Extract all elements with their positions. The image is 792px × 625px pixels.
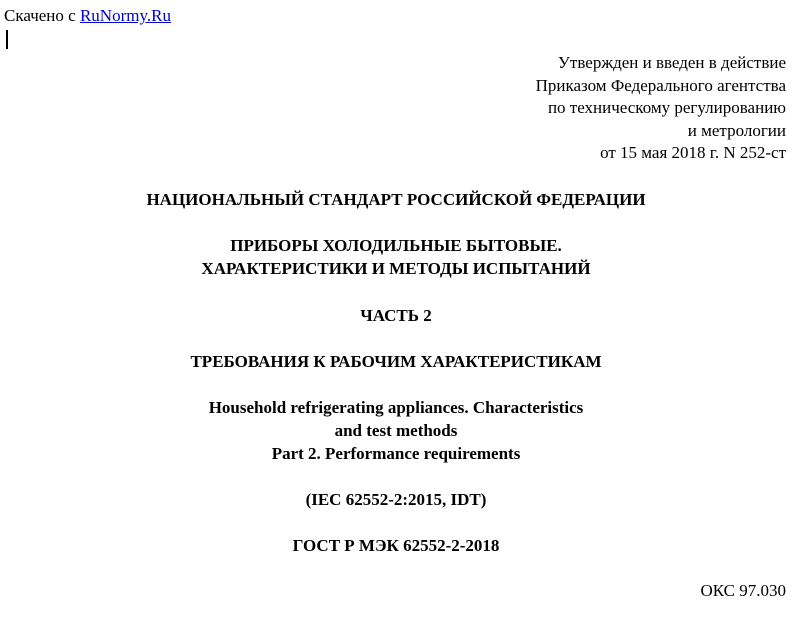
title-en-line: Household refrigerating appliances. Characteristics [208, 398, 584, 417]
title-ru-line: ХАРАКТЕРИСТИКИ И МЕТОДЫ ИСПЫТАНИЙ [201, 259, 591, 278]
oks-code: ОКС 97.030 [700, 581, 786, 600]
source-note [4, 6, 171, 26]
subtitle-ru: ТРЕБОВАНИЯ К РАБОЧИМ ХАРАКТЕРИСТИКАМ [190, 352, 602, 371]
gost-number: ГОСТ Р МЭК 62552-2-2018 [292, 536, 500, 555]
approval-line: Утвержден и введен в действие [557, 53, 786, 72]
text-cursor [6, 30, 8, 49]
standard-title: НАЦИОНАЛЬНЫЙ СТАНДАРТ РОССИЙСКОЙ ФЕДЕРАЦИИ [146, 190, 646, 209]
title-en [0, 396, 792, 465]
title-ru [0, 234, 792, 280]
source-prefix: Скачено с [4, 6, 76, 25]
approval-line: по техническому регулированию [547, 98, 786, 117]
approval-line: от 15 мая 2018 г. N 252-ст [600, 143, 786, 162]
title-en-line: Part 2. Performance requirements [271, 444, 521, 463]
approval-block [536, 52, 786, 165]
title-ru-line: ПРИБОРЫ ХОЛОДИЛЬНЫЕ БЫТОВЫЕ. [230, 236, 562, 255]
iec-reference: (IEC 62552-2:2015, IDT) [305, 490, 487, 509]
title-en-line: and test methods [334, 421, 458, 440]
part-heading: ЧАСТЬ 2 [360, 306, 432, 325]
approval-line: и метрологии [687, 120, 786, 140]
runormy-link[interactable]: RuNormy.Ru [79, 6, 171, 25]
approval-line: Приказом Федерального агентства [535, 75, 786, 95]
